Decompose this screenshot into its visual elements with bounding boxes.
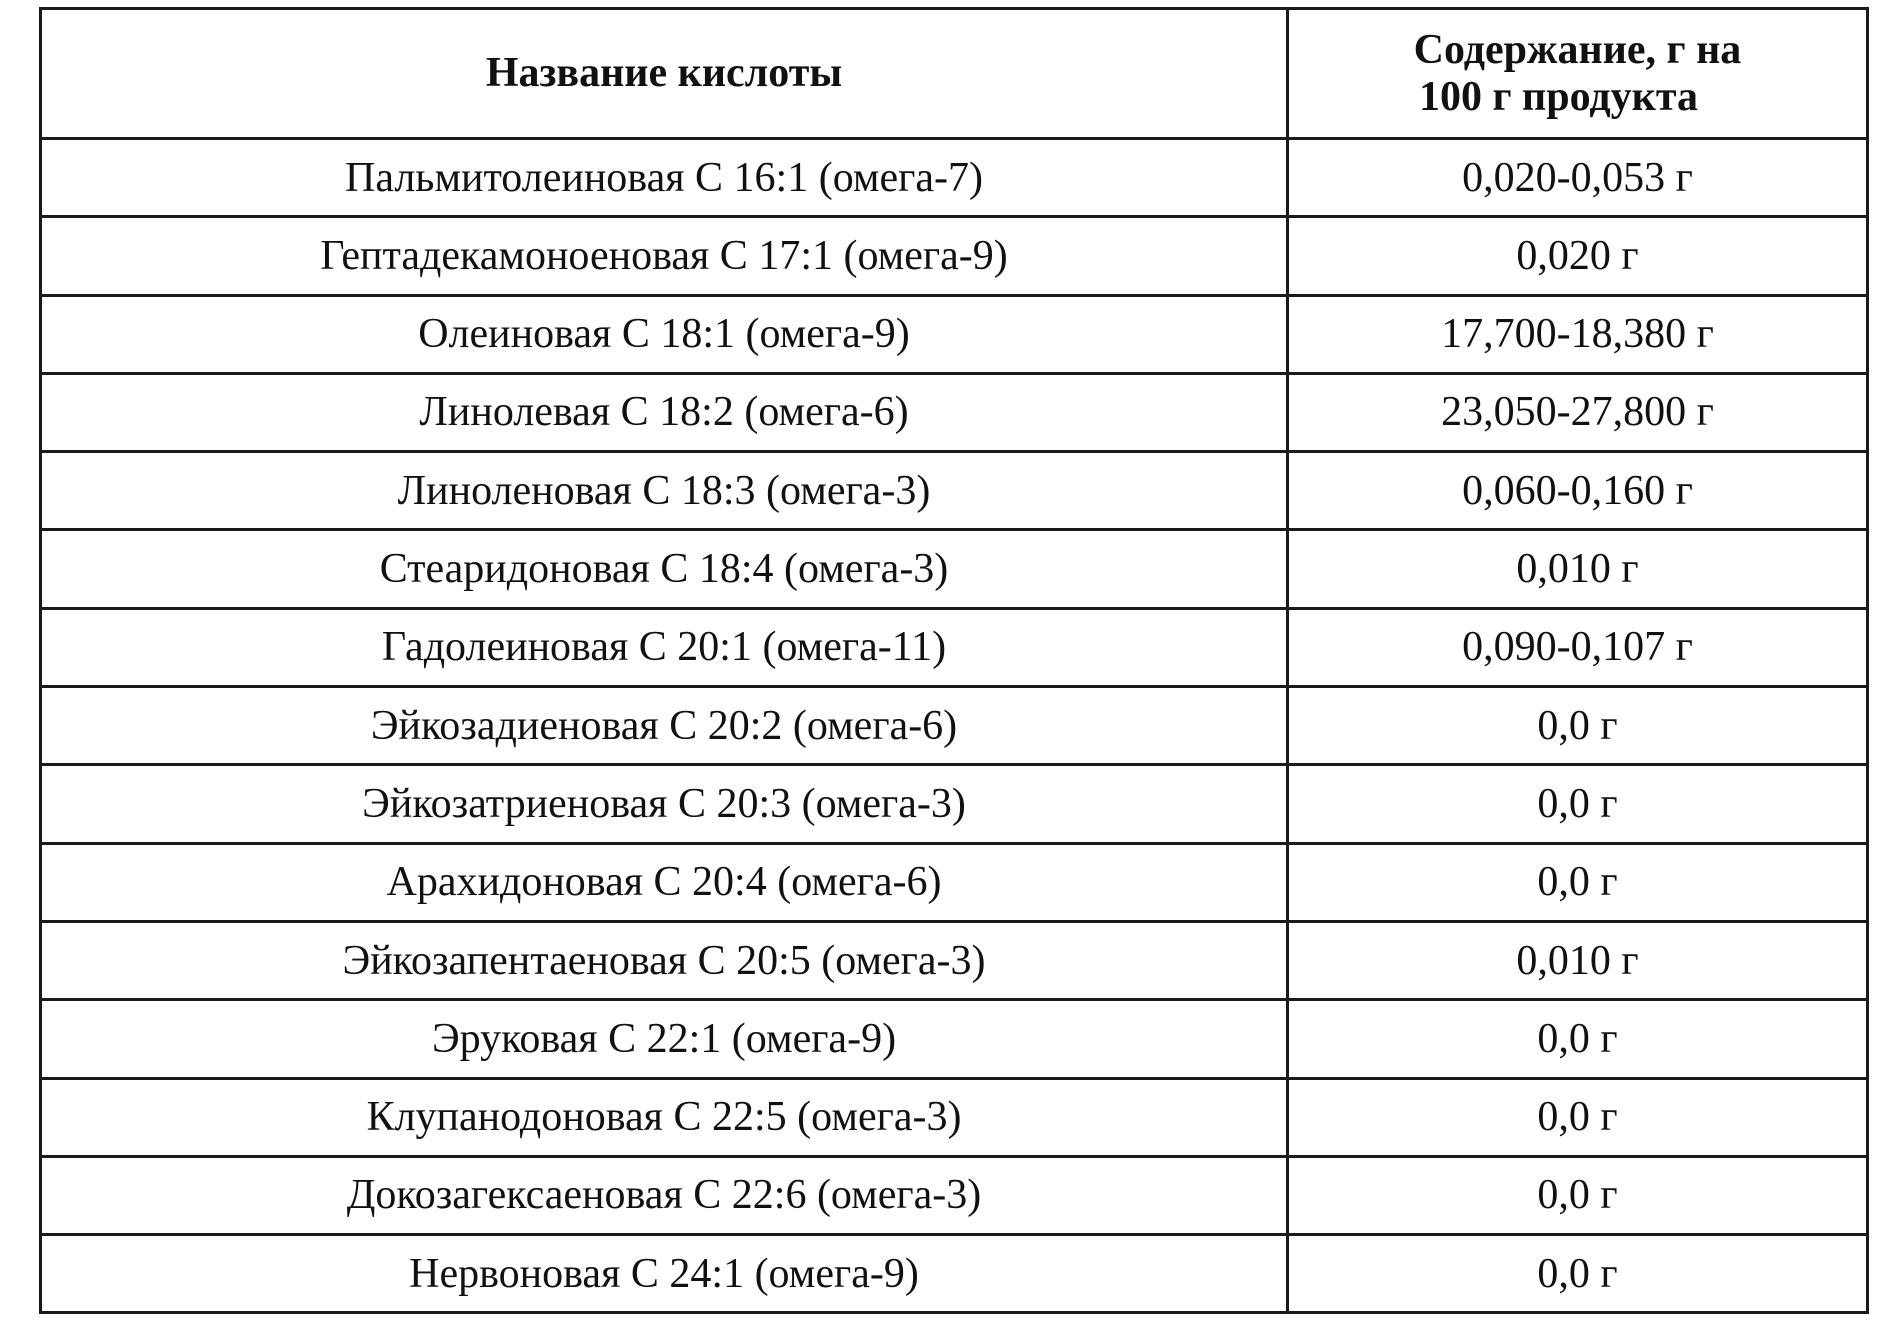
acid-content-cell: 0,060-0,160 г [1288, 452, 1868, 530]
column-header-content-line1: Содержание, г на [1413, 27, 1742, 74]
acid-content-cell: 0,020 г [1288, 217, 1868, 295]
table-row [41, 452, 1868, 530]
table-row [41, 765, 1868, 843]
acid-content-cell: 0,010 г [1288, 921, 1868, 999]
column-header-content-line2: 100 г продукта [1418, 73, 1698, 120]
column-header-content [1288, 9, 1868, 139]
acid-content-cell: 17,700-18,380 г [1288, 295, 1868, 373]
table-row [41, 373, 1868, 451]
acid-name-cell: Докозагексаеновая С 22:6 (омега-3) [41, 1156, 1288, 1234]
acid-name-cell: Линоленовая С 18:3 (омега-3) [41, 452, 1288, 530]
acid-name-cell: Стеаридоновая С 18:4 (омега-3) [41, 530, 1288, 608]
table-row [41, 139, 1868, 217]
acid-name-cell: Нервоновая С 24:1 (омега-9) [41, 1235, 1288, 1313]
table-row [41, 217, 1868, 295]
acid-content-cell: 0,010 г [1288, 530, 1868, 608]
table-header-row [41, 9, 1868, 139]
acid-name-cell: Эйкозадиеновая С 20:2 (омега-6) [41, 687, 1288, 765]
table-row [41, 687, 1868, 765]
acid-name-cell: Клупанодоновая С 22:5 (омега-3) [41, 1078, 1288, 1156]
table-row [41, 295, 1868, 373]
acid-name-cell: Гептадекамоноеновая С 17:1 (омега-9) [41, 217, 1288, 295]
table-row [41, 608, 1868, 686]
acid-content-cell: 0,090-0,107 г [1288, 608, 1868, 686]
fatty-acid-table [39, 7, 1869, 1314]
acid-content-cell: 23,050-27,800 г [1288, 373, 1868, 451]
table-body [41, 139, 1868, 1313]
acid-content-cell: 0,0 г [1288, 843, 1868, 921]
acid-content-cell: 0,020-0,053 г [1288, 139, 1868, 217]
acid-content-cell: 0,0 г [1288, 687, 1868, 765]
acid-name-cell: Линолевая С 18:2 (омега-6) [41, 373, 1288, 451]
acid-name-cell: Эйкозапентаеновая С 20:5 (омега-3) [41, 921, 1288, 999]
table-row [41, 530, 1868, 608]
acid-name-cell: Олеиновая С 18:1 (омега-9) [41, 295, 1288, 373]
acid-content-cell: 0,0 г [1288, 1078, 1868, 1156]
table-row [41, 1078, 1868, 1156]
table-row [41, 1000, 1868, 1078]
acid-name-cell: Эруковая С 22:1 (омега-9) [41, 1000, 1288, 1078]
acid-name-cell: Арахидоновая С 20:4 (омега-6) [41, 843, 1288, 921]
table-row [41, 1156, 1868, 1234]
acid-content-cell: 0,0 г [1288, 765, 1868, 843]
acid-name-cell: Гадолеиновая С 20:1 (омега-11) [41, 608, 1288, 686]
table-row [41, 1235, 1868, 1313]
acid-name-cell: Пальмитолеиновая С 16:1 (омега-7) [41, 139, 1288, 217]
acid-content-cell: 0,0 г [1288, 1235, 1868, 1313]
table-row [41, 921, 1868, 999]
acid-name-cell: Эйкозатриеновая С 20:3 (омега-3) [41, 765, 1288, 843]
column-header-acid-name: Название кислоты [41, 9, 1288, 139]
table-row [41, 843, 1868, 921]
acid-content-cell: 0,0 г [1288, 1156, 1868, 1234]
acid-content-cell: 0,0 г [1288, 1000, 1868, 1078]
